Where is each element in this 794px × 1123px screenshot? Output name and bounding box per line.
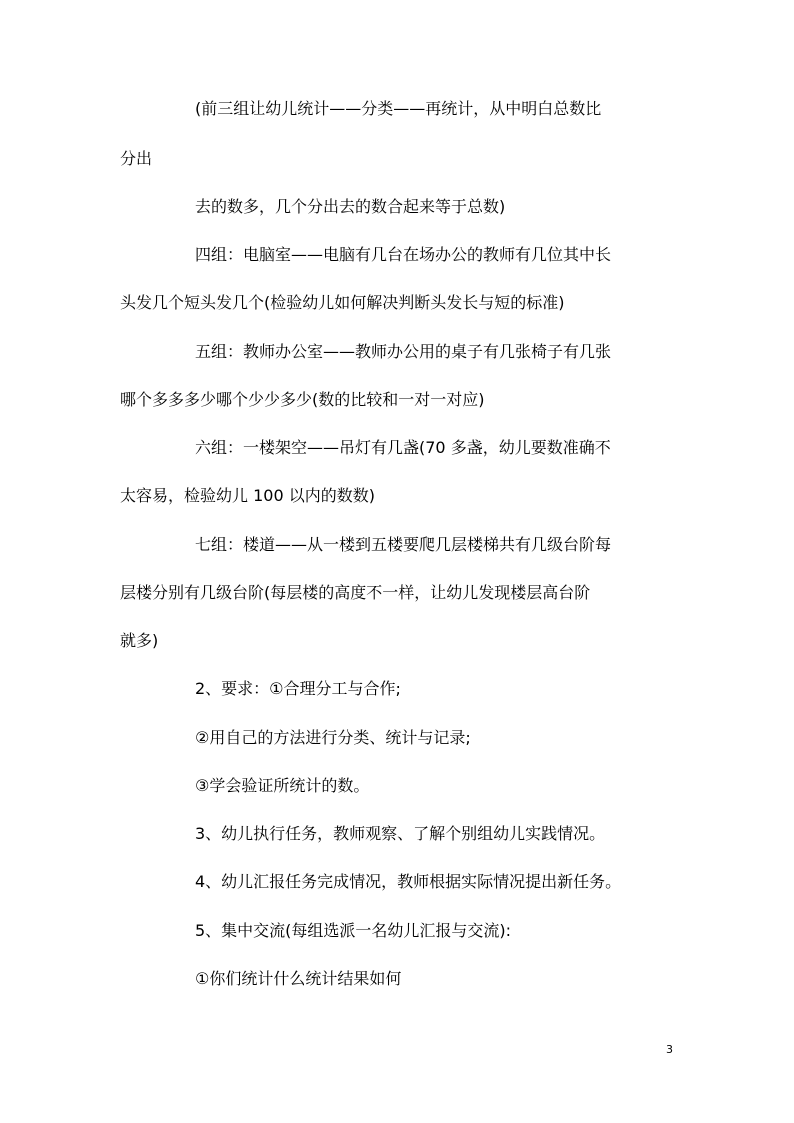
paragraph-line: 2、要求：①合理分工与合作; <box>195 679 401 698</box>
paragraph-line: 头发几个短头发几个(检验幼儿如何解决判断头发长与短的标准) <box>120 293 565 312</box>
paragraph-line: 哪个多多多少哪个少少多少(数的比较和一对一对应) <box>120 390 485 409</box>
page-number: 3 <box>666 1043 673 1056</box>
paragraph-line: 5、集中交流(每组选派一名幼儿汇报与交流): <box>195 921 512 940</box>
paragraph-line: ①你们统计什么统计结果如何 <box>195 969 402 988</box>
paragraph-line: 去的数多，几个分出去的数合起来等于总数) <box>195 197 506 216</box>
paragraph-line: 六组：一楼架空——吊灯有几盏(70 多盏，幼儿要数准确不 <box>195 438 611 457</box>
paragraph-line: 四组：电脑室——电脑有几台在场办公的教师有几位其中长 <box>195 245 612 264</box>
paragraph-line: 3、幼儿执行任务，教师观察、了解个别组幼儿实践情况。 <box>195 824 606 843</box>
paragraph-line: 七组：楼道——从一楼到五楼要爬几层楼梯共有几级台阶每 <box>195 535 612 554</box>
paragraph-line: 太容易，检验幼儿 100 以内的数数) <box>120 486 375 505</box>
paragraph-line: 4、幼儿汇报任务完成情况，教师根据实际情况提出新任务。 <box>195 872 622 891</box>
paragraph-line: 分出 <box>120 149 153 168</box>
paragraph-line: 层楼分别有几级台阶(每层楼的高度不一样，让幼儿发现楼层高台阶 <box>120 583 591 602</box>
paragraph-line: ③学会验证所统计的数。 <box>195 776 370 795</box>
paragraph-line: (前三组让幼儿统计——分类——再统计，从中明白总数比 <box>195 99 602 118</box>
paragraph-line: 五组：教师办公室——教师办公用的桌子有几张椅子有几张 <box>195 342 612 361</box>
paragraph-line: ②用自己的方法进行分类、统计与记录; <box>195 728 471 747</box>
paragraph-line: 就多) <box>120 631 159 650</box>
